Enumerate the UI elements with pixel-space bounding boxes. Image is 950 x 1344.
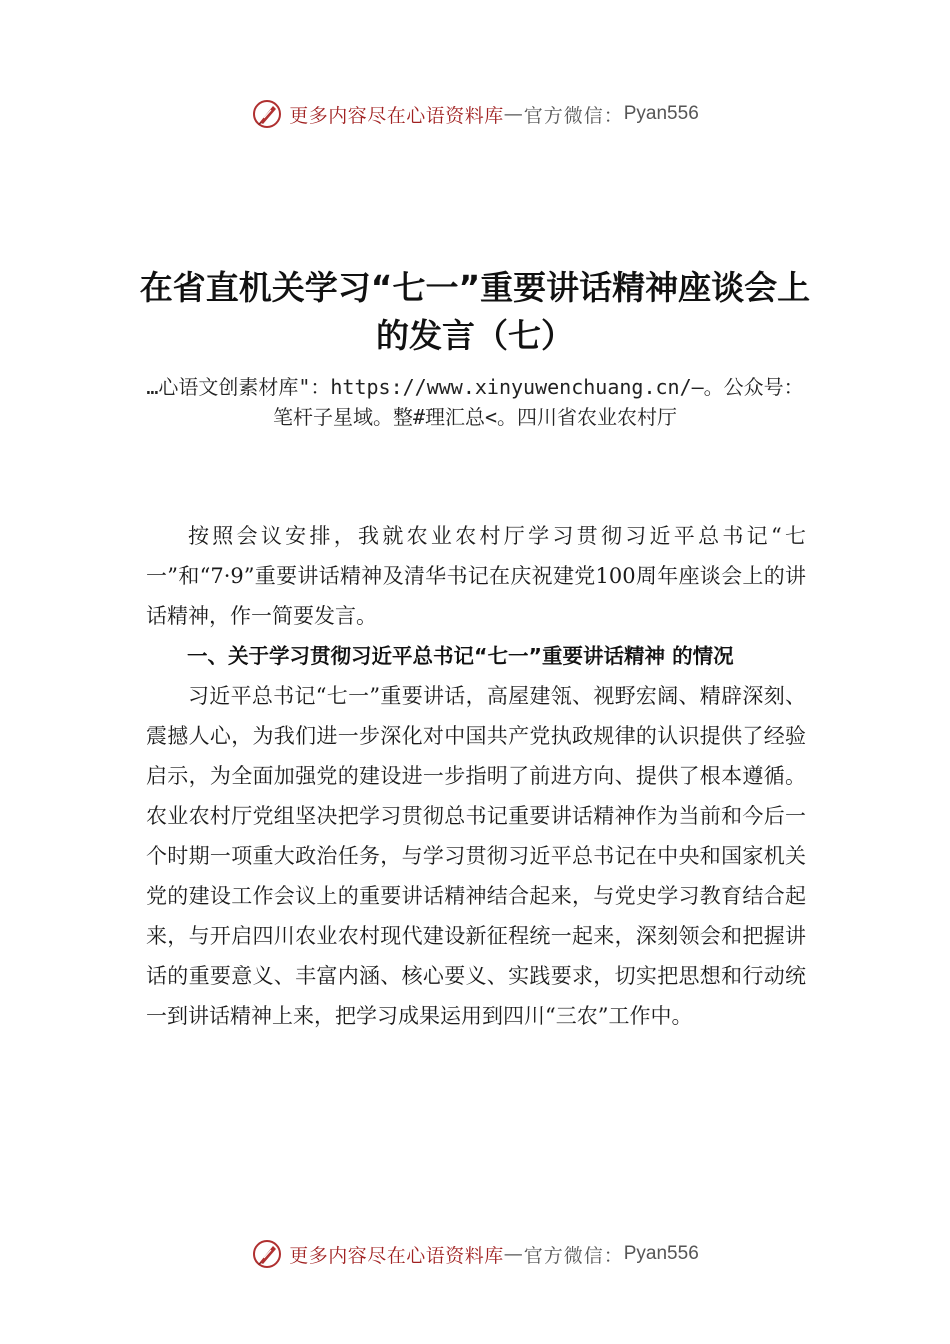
watermark-wechat-label: 官方微信： — [523, 104, 624, 127]
intro-paragraph: 按照会议安排，我就农业农村厅学习贯彻习近平总书记“七一”和“7·9”重要讲话精神及清华书记在庆祝建党100周年座谈会上的讲话精神，作一简要发言。 — [146, 524, 806, 628]
footer-watermark — [0, 1234, 950, 1274]
watermark-wechat-id: Pyan556 — [623, 1243, 699, 1264]
watermark-text: 更多内容尽在心语资料库 — [289, 104, 504, 127]
watermark-text: 更多内容尽在心语资料库 — [289, 1244, 504, 1267]
watermark-wechat-id: Pyan556 — [623, 103, 699, 124]
watermark-separator: — — [503, 1243, 524, 1265]
section-paragraph: 习近平总书记“七一”重要讲话，高屋建瓴、视野宏阔、精辟深刻、震撼人心，为我们进一步深化对中国共产党执政规律的认识提供了经验启示，为全面加强党的建设进一步指明了前进方向、提供了根本遵循。农业农村厅党组坚决把学习贯彻总书记重要讲话精神作为当前和今后一个时期一项重大政治任务，与学习贯彻习近平总书记在中央和国家机关党的建设工作会议上的重要讲话精神结合起来，与党史学习教育结合起来，与开启四川农业农村现代建设新征程统一起来，深刻领会和把握讲话的重要意义、丰富内涵、核心要义、实践要求，切实把思想和行动统一到讲话精神上来，把学习成果运用到四川“三农”工作中。 — [146, 684, 806, 1028]
document-body — [146, 516, 806, 1036]
header-watermark — [0, 94, 950, 134]
quill-pen-logo-icon — [251, 98, 283, 130]
watermark-wechat-label: 官方微信： — [523, 1244, 624, 1267]
document-subtitle: …心语文创素材库"：https://www.xinyuwenchuang.cn/—。公众号：笔杆子星域。整#理汇总<。四川省农业农村厅 — [146, 375, 804, 429]
watermark-separator: — — [503, 103, 524, 125]
document-title: 在省直机关学习“七一”重要讲话精神座谈会上的发言（七） — [139, 268, 811, 355]
quill-pen-logo-icon — [251, 1238, 283, 1270]
section-heading: 一、关于学习贯彻习近平总书记“七一”重要讲话精神 的情况 — [187, 644, 734, 668]
